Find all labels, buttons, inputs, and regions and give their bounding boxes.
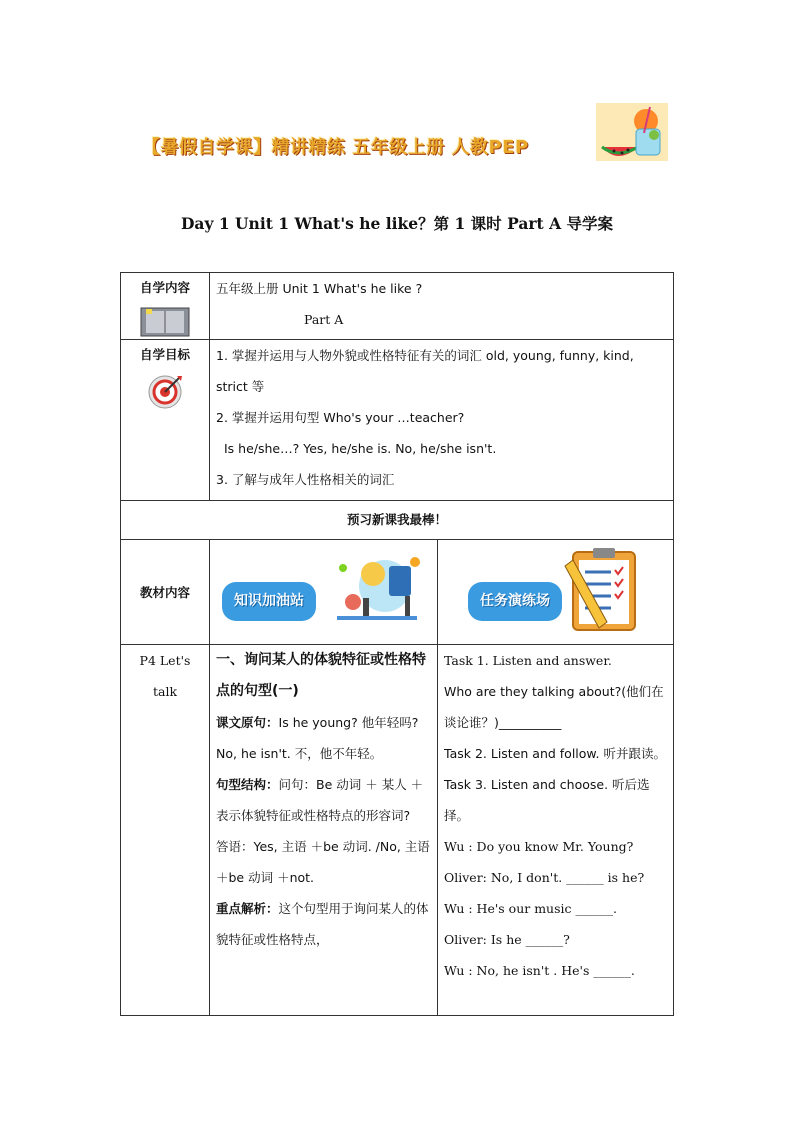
knowledge-illustration-cell bbox=[210, 540, 438, 645]
dialogue-line: Oliver: Is he ______? bbox=[444, 932, 570, 947]
dialogue-line: Wu : Do you know Mr. Young? bbox=[444, 839, 634, 854]
content-label: 自学内容 bbox=[139, 280, 190, 295]
goal-item: Is he/she…? Yes, he/she is. No, he/she isn't. bbox=[224, 441, 497, 456]
study-guide-table bbox=[120, 272, 674, 1016]
task-badge: 任务演练场 bbox=[468, 582, 562, 621]
note-line: No, he isn't. 不，他不年轻。 bbox=[216, 746, 383, 761]
row-lets-talk bbox=[121, 645, 674, 1016]
row-preview-heading bbox=[121, 501, 674, 540]
content-line-2: Part A bbox=[304, 312, 344, 327]
task-line: Task 2. Listen and follow. 听并跟读。 bbox=[444, 746, 666, 761]
note-heading: 一、询问某人的体貌特征或性格特点的句型(一) bbox=[216, 652, 426, 699]
tasks-cell bbox=[438, 645, 674, 1016]
note-line bbox=[216, 893, 431, 955]
row-material bbox=[121, 540, 674, 645]
task-illustration-cell bbox=[438, 540, 674, 645]
lesson-notes-cell bbox=[210, 645, 438, 1016]
task-line: Task 3. Listen and choose. 听后选择。 bbox=[444, 777, 650, 823]
row-self-study-goals bbox=[121, 340, 674, 501]
document-title: Day 1 Unit 1 What's he like？第 1 课时 Part A 导学案 bbox=[180, 214, 614, 233]
notebook-icon bbox=[140, 307, 190, 337]
goal-item: 2. 掌握并运用句型 Who's your …teacher? bbox=[216, 410, 465, 425]
lesson-label: P4 Let's talk bbox=[121, 645, 210, 1016]
goal-item: 1. 掌握并运用与人物外貌或性格特征有关的词汇 old, young, funny, kind, strict 等 bbox=[216, 348, 634, 394]
note-key: 句型结构： bbox=[216, 777, 279, 792]
label-cell bbox=[121, 340, 210, 501]
note-text: 这个句型用于询问某人的体貌特征或性格特点， bbox=[216, 901, 429, 947]
banner-text: 【暑假自学课】精讲精练 五年级上册 人教PEP bbox=[142, 137, 529, 158]
task-line: Who are they talking about?(他们在谈论谁？)__________ bbox=[444, 684, 664, 730]
task-illustration bbox=[444, 540, 667, 636]
preview-heading: 预习新课我最棒！ bbox=[121, 501, 674, 540]
summer-drink-icon bbox=[596, 103, 668, 161]
knowledge-illustration bbox=[216, 540, 431, 636]
goals-cell bbox=[210, 340, 674, 501]
goal-item: 3. 了解与成年人性格相关的词汇 bbox=[216, 472, 395, 487]
dialogue-line: Oliver: No, I don't. ______ is he? bbox=[444, 870, 645, 885]
content-cell bbox=[210, 273, 674, 340]
note-line bbox=[216, 769, 431, 831]
clipboard-checklist-icon bbox=[563, 546, 643, 634]
goals-label: 自学目标 bbox=[139, 347, 190, 362]
note-key: 课文原句： bbox=[216, 715, 279, 730]
header-banner bbox=[142, 103, 668, 161]
dialogue-line: Wu : No, he isn't . He's ______. bbox=[444, 963, 635, 978]
target-icon bbox=[147, 374, 183, 410]
label-cell bbox=[121, 273, 210, 340]
material-label: 教材内容 bbox=[121, 540, 210, 645]
note-line bbox=[216, 707, 431, 738]
content-line-1: 五年级上册 Unit 1 What's he like ? bbox=[216, 281, 423, 296]
note-text: Is he young? 他年轻吗? bbox=[278, 715, 419, 730]
note-line: 答语：Yes, 主语 ＋be 动词. /No, 主语 ＋be 动词 ＋not. bbox=[216, 839, 430, 885]
knowledge-badge: 知识加油站 bbox=[222, 582, 316, 621]
dialogue-line: Wu : He's our music ______. bbox=[444, 901, 617, 916]
note-text: 问句：Be 动词 ＋ 某人 ＋ 表示体貌特征或性格特点的形容词? bbox=[216, 777, 424, 823]
science-illustration-icon bbox=[323, 546, 431, 634]
note-key: 重点解析： bbox=[216, 901, 279, 916]
task-line: Task 1. Listen and answer. bbox=[444, 653, 612, 668]
row-self-study-content bbox=[121, 273, 674, 340]
